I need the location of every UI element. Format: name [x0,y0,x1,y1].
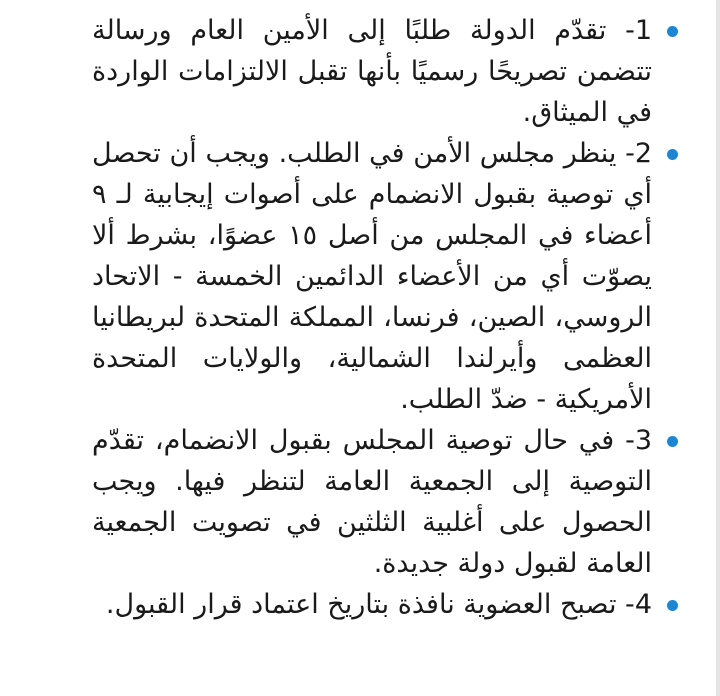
list-item-step-2 [92,133,652,420]
list-item-step-3 [92,420,652,584]
bullet-dot-icon [667,26,678,37]
bullet-dot-icon [667,149,678,160]
document-body [92,10,652,625]
step-text: 1- تقدّم الدولة طلبًا إلى الأمين العام ورسالة تتضمن تصريحًا رسميًا بأنها تقبل الالتزامات الواردة في الميثاق. [92,15,652,128]
bullet-dot-icon [667,600,678,611]
right-edge-divider [716,0,720,696]
step-text: 4- تصبح العضوية نافذة بتاريخ اعتماد قرار القبول. [105,589,652,620]
list-item-step-1 [92,10,652,133]
list-item-step-4 [92,584,652,625]
bullet-dot-icon [667,436,678,447]
step-text: 2- ينظر مجلس الأمن في الطلب. ويجب أن تحصل أي توصية بقبول الانضمام على أصوات إيجابية لـ ٩ أعضاء في المجلس من أصل ١٥ عضوًا، بشرط ألا يصوّت أي من الأعضاء الدائمين الخمسة - الاتحاد الروسي، الصين، فرنسا، المملكة المتحدة لبريطانيا العظمى وأيرلندا الشمالية، والولايات المتحدة الأمريكية - ضدّ الطلب. [92,138,652,415]
membership-steps-list [92,10,652,625]
step-text: 3- في حال توصية المجلس بقبول الانضمام، تقدّم التوصية إلى الجمعية العامة لتنظر فيها. ويجب الحصول على أغلبية الثلثين في تصويت الجمعية العامة لقبول دولة جديدة. [92,425,652,579]
